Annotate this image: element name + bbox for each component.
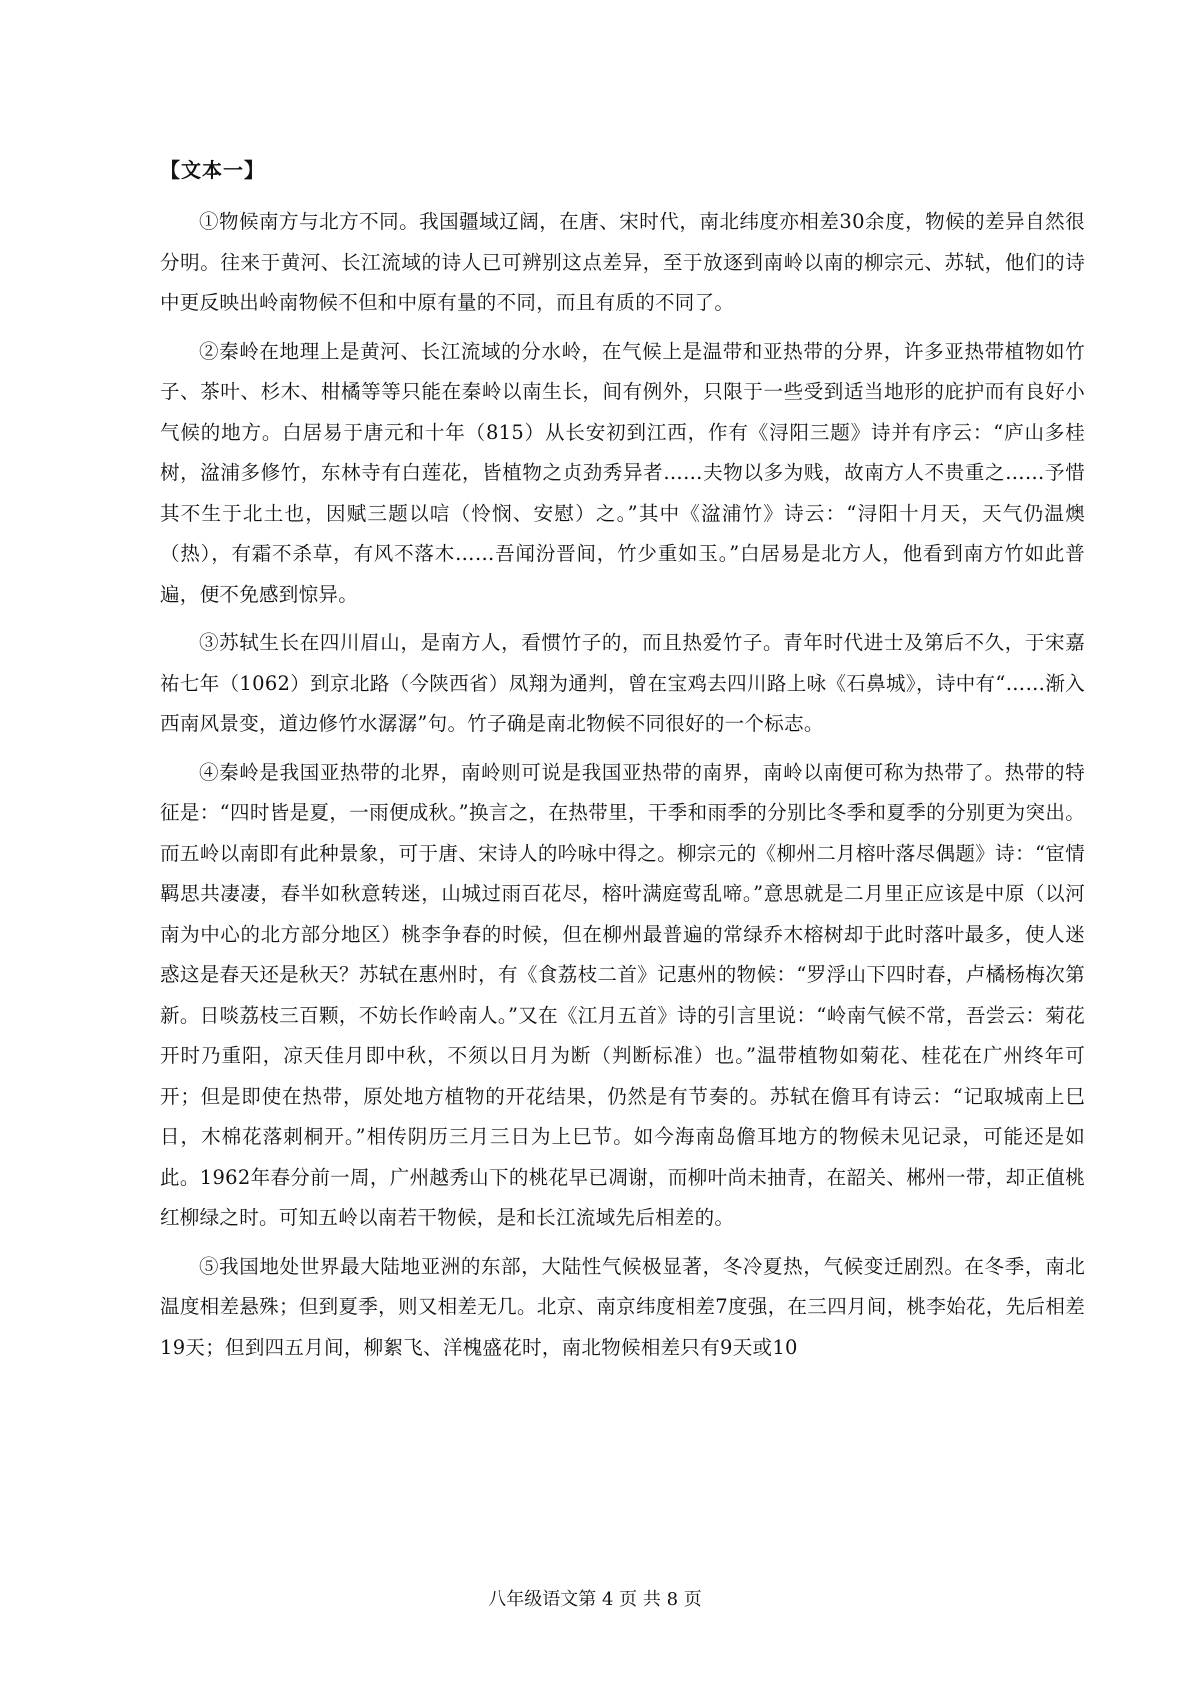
paragraph-5: ⑤我国地处世界最大陆地亚洲的东部，大陆性气候极显著，冬冷夏热，气候变迁剧烈。在冬季，南北温度相差悬殊；但到夏季，则又相差无几。北京、南京纬度相差7度强，在三四月间，桃李始花，先后相差19天；但到四五月间，柳絮飞、洋槐盛花时，南北物候相差只有9天或10 [160, 1254, 1085, 1359]
page-footer: 八年级语文第 4 页 共 8 页 [488, 1589, 702, 1610]
paragraph-1: ①物候南方与北方不同。我国疆域辽阔，在唐、宋时代，南北纬度亦相差30余度，物候的差异自然很分明。往来于黄河、长江流域的诗人已可辨别这点差异，至于放逐到南岭以南的柳宗元、苏轼，他们的诗中更反映出岭南物候不但和中原有量的不同，而且有质的不同了。 [160, 210, 1085, 314]
text-body [160, 152, 1085, 1376]
paragraph-3: ③苏轼生长在四川眉山，是南方人，看惯竹子的，而且热爱竹子。青年时代进士及第后不久，于宋嘉祐七年（1062）到京北路（今陕西省）凤翔为通判，曾在宝鸡去四川路上咏《石鼻城》，诗中有“……渐入西南风景变，道边修竹水潺潺”句。竹子确是南北物候不同很好的一个标志。 [160, 631, 1085, 735]
paragraph-2: ②秦岭在地理上是黄河、长江流域的分水岭，在气候上是温带和亚热带的分界，许多亚热带植物如竹子、茶叶、杉木、柑橘等等只能在秦岭以南生长，间有例外，只限于一些受到适当地形的庇护而有良好小气候的地方。白居易于唐元和十年（815）从长安初到江西，作有《浔阳三题》诗并有序云：“庐山多桂树，湓浦多修竹，东林寺有白莲花，皆植物之贞劲秀异者……夫物以多为贱，故南方人不贵重之……予惜其不生于北土也，因赋三题以唁（怜悯、安慰）之。”其中《湓浦竹》诗云：“浔阳十月天，天气仍温燠（热），有霜不杀草，有风不落木……吾闻汾晋间，竹少重如玉。”白居易是北方人，他看到南方竹如此普遍，便不免感到惊异。 [160, 339, 1085, 606]
section-title: 【文本一】 [160, 158, 265, 182]
paragraph-4: ④秦岭是我国亚热带的北界，南岭则可说是我国亚热带的南界，南岭以南便可称为热带了。热带的特征是：“四时皆是夏，一雨便成秋。”换言之，在热带里，干季和雨季的分别比冬季和夏季的分别更为突出。而五岭以南即有此种景象，可于唐、宋诗人的吟咏中得之。柳宗元的《柳州二月榕叶落尽偶题》诗：“宦情羁思共凄凄，春半如秋意转迷，山城过雨百花尽，榕叶满庭莺乱啼。”意思就是二月里正应该是中原（以河南为中心的北方部分地区）桃李争春的时候，但在柳州最普遍的常绿乔木榕树却于此时落叶最多，使人迷惑这是春天还是秋天？苏轼在惠州时，有《食荔枝二首》记惠州的物候：“罗浮山下四时春，卢橘杨梅次第新。日啖荔枝三百颗，不妨长作岭南人。”又在《江月五首》诗的引言里说：“岭南气候不常，吾尝云：菊花开时乃重阳，凉天佳月即中秋，不须以日月为断（判断标准）也。”温带植物如菊花、桂花在广州终年可开；但是即使在热带，原处地方植物的开花结果，仍然是有节奏的。苏轼在儋耳有诗云：“记取城南上巳日，木棉花落刺桐开。”相传阴历三月三日为上巳节。如今海南岛儋耳地方的物候未见记录，可能还是如此。1962年春分前一周，广州越秀山下的桃花早已凋谢，而柳叶尚未抽青，在韶关、郴州一带，却正值桃红柳绿之时。可知五岭以南若干物候，是和长江流域先后相差的。 [160, 760, 1085, 1229]
